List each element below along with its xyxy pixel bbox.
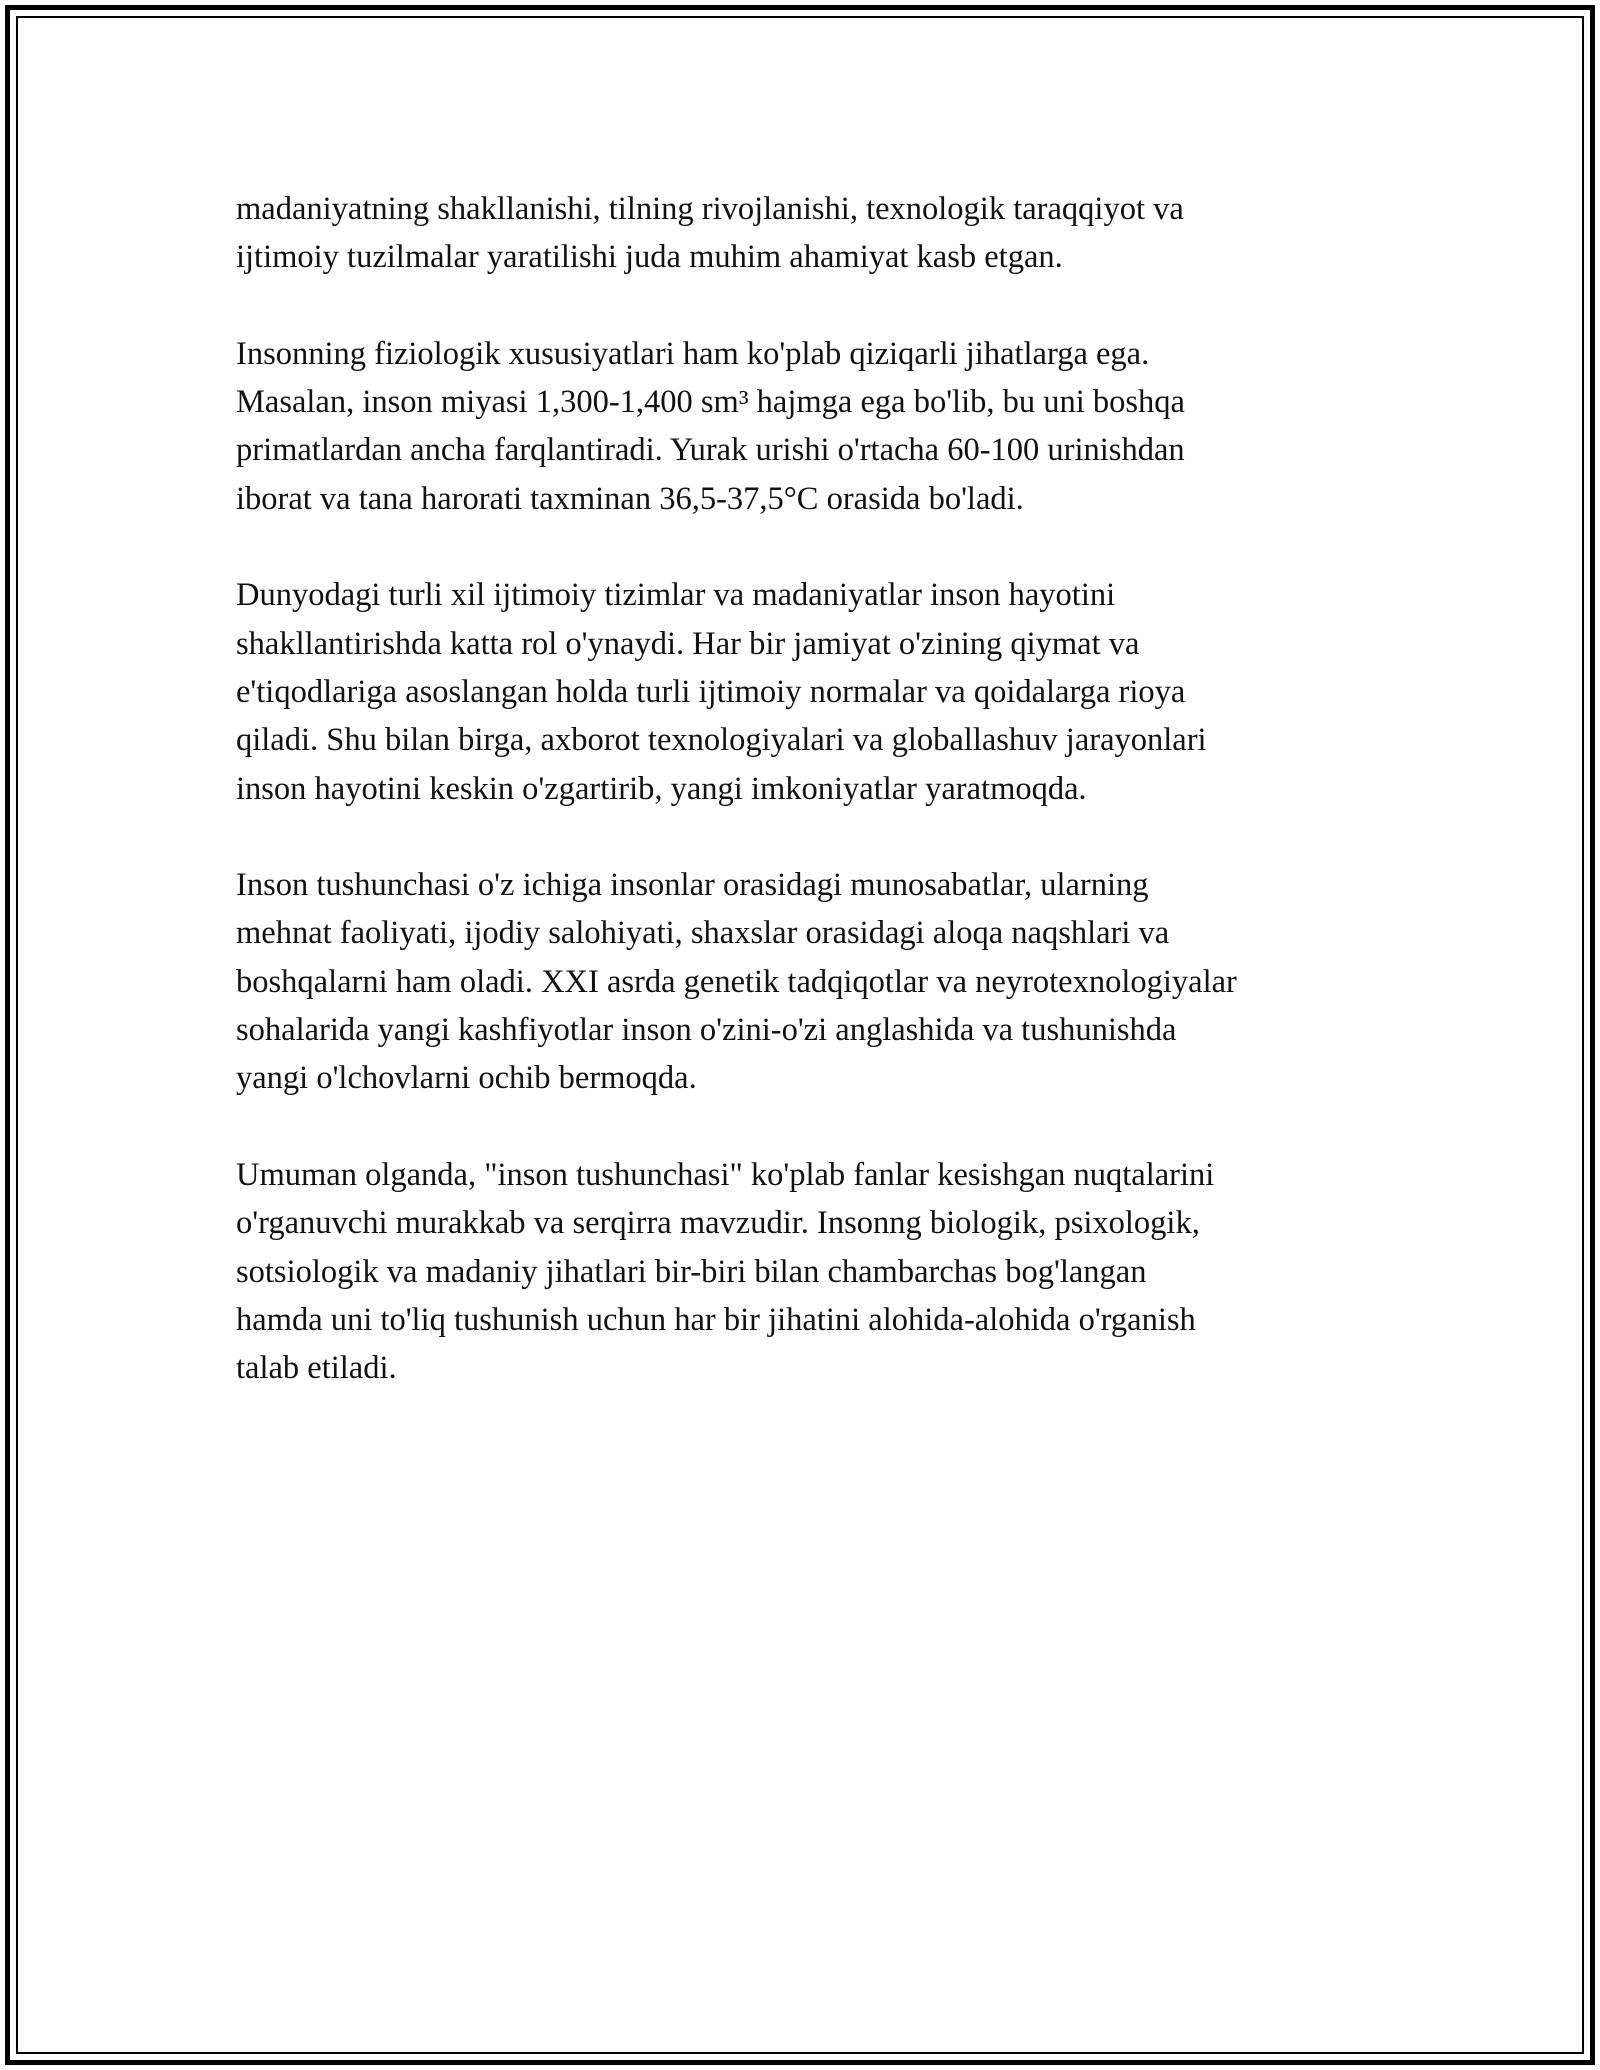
paragraph: madaniyatning shakllanishi, tilning rivojlanishi, texnologik taraqqiyot va ijtimoiy tuzilmalar yaratilishi juda muhim ahamiyat kasb etgan. bbox=[236, 191, 1184, 276]
paragraph: Dunyodagi turli xil ijtimoiy tizimlar va madaniyatlar inson hayotini shakllantirishda katta rol o'ynaydi. Har bir jamiyat o'zining qiymat va e'tiqodlariga asoslangan holda turli ijtimoiy normalar va qoidalarga rioya qiladi. Shu bilan birga, axborot texnologiyalari va globallashuv jarayonlari inson hayotini keskin o'zgartirib, yangi imkoniyatlar yaratmoqda. bbox=[236, 577, 1207, 807]
paragraph: Inson tushunchasi o'z ichiga insonlar orasidagi munosabatlar, ularning mehnat faoliyati, ijodiy salohiyati, shaxslar orasidagi aloqa naqshlari va boshqalarni ham oladi. XXI asrda genetik tadqiqotlar va neyrotexnologiyalar sohalarida yangi kashfiyotlar inson o'zini-o'zi anglashida va tushunishda yangi o'lchovlarni ochib bermoqda. bbox=[236, 867, 1237, 1097]
paragraph: Insonning fiziologik xususiyatlari ham ko'plab qiziqarli jihatlarga ega. Masalan, inson miyasi 1,300-1,400 sm³ hajmga ega bo'lib, bu uni boshqa primatlardan ancha farqlantiradi. Yurak urishi o'rtacha 60-100 urinishdan iborat va tana harorati taxminan 36,5-37,5°C orasida bo'ladi. bbox=[236, 335, 1185, 517]
document-body bbox=[236, 185, 1386, 1441]
paragraph: Umuman olganda, "inson tushunchasi" ko'plab fanlar kesishgan nuqtalarini o'rganuvchi murakkab va serqirra mavzudir. Insonng biologik, psixologik, sotsiologik va madaniy jihatlari bir-biri bilan chambarchas bog'langan hamda uni to'liq tushunish uchun har bir jihatini alohida-alohida o'rganish talab etiladi. bbox=[236, 1156, 1215, 1387]
